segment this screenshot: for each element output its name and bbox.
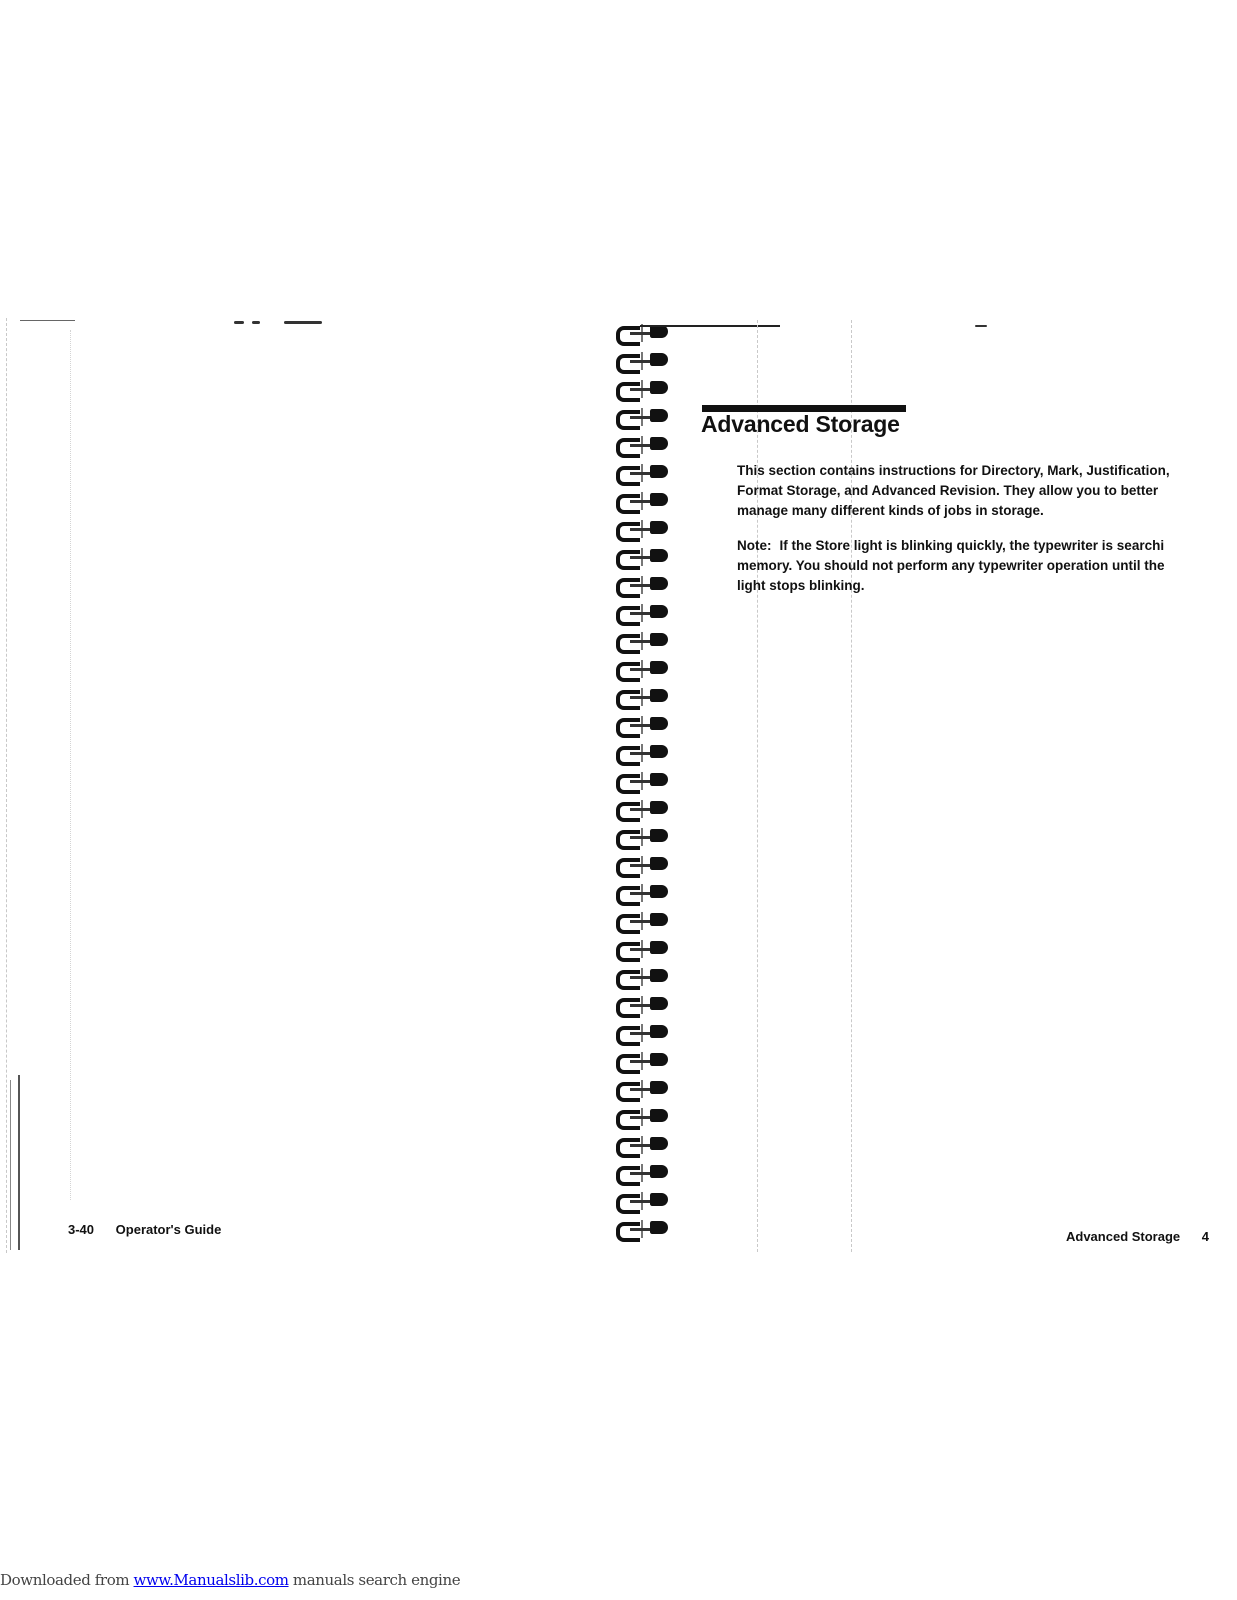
note-line: light stops blinking. — [737, 578, 865, 593]
left-page-number: 3-40 — [68, 1222, 95, 1237]
spiral-coil — [608, 1080, 674, 1098]
scan-mark — [252, 321, 260, 324]
spiral-coil — [608, 604, 674, 622]
scan-mark — [975, 325, 987, 327]
spiral-coil — [608, 380, 674, 398]
spiral-coil — [608, 940, 674, 958]
spiral-coil — [608, 884, 674, 902]
note-label: Note: — [737, 538, 772, 553]
spiral-coil — [608, 968, 674, 986]
spiral-coil — [608, 912, 674, 930]
left-page-footer — [68, 1222, 221, 1237]
spiral-coil — [608, 492, 674, 510]
right-page-number: 4 — [1201, 1229, 1210, 1244]
watermark-suffix: manuals search engine — [288, 1571, 461, 1589]
spiral-coil — [608, 996, 674, 1014]
intro-paragraph — [737, 461, 1237, 521]
spiral-coil — [608, 688, 674, 706]
spiral-coil — [608, 1220, 674, 1238]
download-watermark — [0, 1571, 460, 1589]
spiral-coil — [608, 828, 674, 846]
spiral-coil — [608, 1192, 674, 1210]
right-page-footer — [1066, 1229, 1209, 1244]
left-page-binding-line-faint — [10, 1080, 11, 1250]
intro-line: This section contains instructions for Directory, Mark, Justification, — [737, 463, 1170, 478]
intro-line: manage many different kinds of jobs in storage. — [737, 503, 1044, 518]
spiral-coil — [608, 772, 674, 790]
note-line: memory. You should not perform any typewriter operation until the — [737, 558, 1165, 573]
spiral-coil — [608, 744, 674, 762]
spiral-coil — [608, 632, 674, 650]
scan-mark — [284, 321, 322, 324]
left-page-edge — [6, 318, 8, 1253]
spiral-coil — [608, 464, 674, 482]
right-page-fold-guide — [757, 320, 759, 1252]
left-page-top-rule — [20, 320, 75, 321]
manualslib-link[interactable]: www.Manualslib.com — [133, 1571, 289, 1589]
spiral-coil — [608, 436, 674, 454]
right-page-top-rule — [640, 325, 780, 327]
note-line: If the Store light is blinking quickly, the typewriter is searchi — [779, 538, 1165, 553]
intro-line: Format Storage, and Advanced Revision. They allow you to better — [737, 483, 1159, 498]
spiral-coil — [608, 548, 674, 566]
section-heading: Advanced Storage — [701, 411, 900, 437]
left-page-binding-line — [18, 1075, 20, 1250]
spiral-coil — [608, 520, 674, 538]
left-page-guide — [70, 330, 72, 1200]
spiral-coil — [608, 856, 674, 874]
left-page-footer-title: Operator's Guide — [115, 1222, 222, 1237]
spiral-binding — [608, 318, 678, 1253]
note-paragraph — [737, 536, 1237, 596]
scan-mark — [234, 321, 244, 324]
right-page-footer-title: Advanced Storage — [1066, 1229, 1181, 1244]
spiral-coil — [608, 660, 674, 678]
spiral-coil — [608, 800, 674, 818]
spiral-coil — [608, 1108, 674, 1126]
spiral-coil — [608, 1164, 674, 1182]
watermark-prefix: Downloaded from — [0, 1571, 134, 1589]
spiral-coil — [608, 576, 674, 594]
spiral-coil — [608, 352, 674, 370]
spiral-coil — [608, 408, 674, 426]
spiral-coil — [608, 1136, 674, 1154]
spiral-coil — [608, 1052, 674, 1070]
spiral-coil — [608, 1024, 674, 1042]
spiral-coil — [608, 716, 674, 734]
right-page-fold-guide — [851, 320, 853, 1252]
